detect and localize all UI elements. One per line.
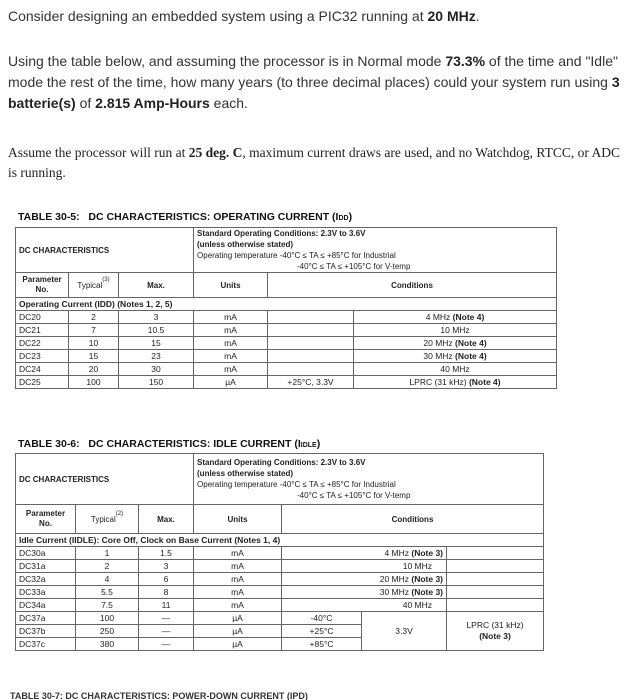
table2-standard-conditions: Standard Operating Conditions: 2.3V to 3.6V (unless otherwise stated) Operating temperature -40°C ≤ TA ≤ +85°C for Industrial -40°C ≤ TA ≤ +105°C for V-temp xyxy=(194,454,544,505)
cell-max: — xyxy=(139,612,194,625)
cell-param: DC25 xyxy=(16,376,69,389)
cell-empty xyxy=(447,547,544,560)
cell-typical: 250 xyxy=(76,625,139,638)
cell-typical: 7.5 xyxy=(76,599,139,612)
cell-max: 3 xyxy=(119,311,194,324)
cell-conditions: 10 MHz xyxy=(282,560,447,573)
cell-units: mA xyxy=(194,547,282,560)
table-row xyxy=(16,324,557,337)
cell-units: mA xyxy=(194,324,268,337)
cell-temp xyxy=(268,350,354,363)
cell-typical: 100 xyxy=(76,612,139,625)
table1-section-label: Operating Current (IDD) (Notes 1, 2, 5) xyxy=(16,298,557,311)
cell-units: mA xyxy=(194,337,268,350)
cell-typical: 5.5 xyxy=(76,586,139,599)
cell-temp xyxy=(268,337,354,350)
cell-typical: 7 xyxy=(69,324,119,337)
cell-temp xyxy=(268,324,354,337)
cell-typical: 1 xyxy=(76,547,139,560)
cell-max: 15 xyxy=(119,337,194,350)
cell-typical: 10 xyxy=(69,337,119,350)
cell-param: DC20 xyxy=(16,311,69,324)
table-row xyxy=(16,350,557,363)
table-row xyxy=(16,612,544,625)
col-header-typical: Typical$^{(2)}$ xyxy=(76,505,139,534)
cell-max: — xyxy=(139,638,194,651)
cell-max: 8 xyxy=(139,586,194,599)
cell-units: mA xyxy=(194,586,282,599)
cell-typical: 380 xyxy=(76,638,139,651)
table2-dc-label: DC CHARACTERISTICS xyxy=(16,454,194,505)
cell-max: 3 xyxy=(139,560,194,573)
cell-conditions: 30 MHz (Note 4) xyxy=(354,350,557,363)
table1-column-headers xyxy=(16,273,557,298)
table2-section-label: Idle Current (IIDLE): Core Off, Clock on Base Current (Notes 1, 4) xyxy=(16,534,544,547)
table2-section-row xyxy=(16,534,544,547)
table-row xyxy=(16,599,544,612)
question-assumptions: Assume the processor will run at 25 deg. C, maximum current draws are used, and no Watchdog, RTCC, or ADC is running. xyxy=(8,145,621,180)
cell-units: µA xyxy=(194,625,282,638)
cell-max: 1.5 xyxy=(139,547,194,560)
cell-typical: 2 xyxy=(76,560,139,573)
table2-column-headers xyxy=(16,505,544,534)
table2-header-block xyxy=(16,454,544,505)
cell-units: mA xyxy=(194,363,268,376)
cell-temp: -40°C xyxy=(282,612,362,625)
cell-units: µA xyxy=(194,638,282,651)
cell-units: mA xyxy=(194,599,282,612)
cell-param: DC37a xyxy=(16,612,76,625)
cell-max: — xyxy=(139,625,194,638)
cell-conditions: 4 MHz (Note 4) xyxy=(354,311,557,324)
col-header-typical: Typical$^{(3)}$ xyxy=(69,273,119,298)
col-header-conditions: Conditions xyxy=(282,505,544,534)
cell-units: mA xyxy=(194,311,268,324)
cell-empty xyxy=(447,599,544,612)
table1-dc-label: DC CHARACTERISTICS xyxy=(16,228,194,273)
cell-param: DC37b xyxy=(16,625,76,638)
cell-param: DC24 xyxy=(16,363,69,376)
table-row xyxy=(16,376,557,389)
cell-temp xyxy=(268,311,354,324)
cell-typical: 15 xyxy=(69,350,119,363)
cell-param: DC22 xyxy=(16,337,69,350)
table1-section-row xyxy=(16,298,557,311)
cell-typical: 20 xyxy=(69,363,119,376)
cell-param: DC21 xyxy=(16,324,69,337)
cell-units: mA xyxy=(194,350,268,363)
cell-typical: 4 xyxy=(76,573,139,586)
cell-temp: +25°C xyxy=(282,625,362,638)
table2-caption: TABLE 30-6: DC CHARACTERISTICS: IDLE CURRENT (IIDLE) xyxy=(18,438,321,450)
cell-typical: 100 xyxy=(69,376,119,389)
cell-lprc-conditions: LPRC (31 kHz) (Note 3) xyxy=(447,612,544,651)
cell-conditions: 10 MHz xyxy=(354,324,557,337)
cell-empty xyxy=(447,573,544,586)
cell-param: DC34a xyxy=(16,599,76,612)
cell-param: DC30a xyxy=(16,547,76,560)
table-row xyxy=(16,586,544,599)
col-header-param: Parameter No. xyxy=(16,273,69,298)
table-row xyxy=(16,337,557,350)
cell-temp: +25°C, 3.3V xyxy=(268,376,354,389)
cell-conditions: 4 MHz (Note 3) xyxy=(282,547,447,560)
cell-param: DC32a xyxy=(16,573,76,586)
cell-voltage: 3.3V xyxy=(362,612,447,651)
col-header-units: Units xyxy=(194,273,268,298)
next-table-caption-cutoff: TABLE 30-7: DC CHARACTERISTICS: POWER-DOWN CURRENT (IPD) xyxy=(10,691,308,700)
cell-units: mA xyxy=(194,560,282,573)
cell-max: 23 xyxy=(119,350,194,363)
cell-units: µA xyxy=(194,376,268,389)
cell-param: DC31a xyxy=(16,560,76,573)
table-row xyxy=(16,573,544,586)
operating-current-table xyxy=(15,227,557,389)
cell-max: 6 xyxy=(139,573,194,586)
cell-param: DC23 xyxy=(16,350,69,363)
col-header-max: Max. xyxy=(119,273,194,298)
cell-temp: +85°C xyxy=(282,638,362,651)
question-intro: Consider designing an embedded system using a PIC32 running at 20 MHz. xyxy=(8,8,480,24)
cell-max: 150 xyxy=(119,376,194,389)
cell-conditions: 40 MHz xyxy=(282,599,447,612)
cell-param: DC33a xyxy=(16,586,76,599)
cell-typical: 2 xyxy=(69,311,119,324)
cell-conditions: 20 MHz (Note 3) xyxy=(282,573,447,586)
cell-temp xyxy=(268,363,354,376)
cell-max: 11 xyxy=(139,599,194,612)
col-header-units: Units xyxy=(194,505,282,534)
col-header-max: Max. xyxy=(139,505,194,534)
cell-conditions: 30 MHz (Note 3) xyxy=(282,586,447,599)
table-row xyxy=(16,560,544,573)
cell-conditions: LPRC (31 kHz) (Note 4) xyxy=(354,376,557,389)
table1-standard-conditions: Standard Operating Conditions: 2.3V to 3.6V (unless otherwise stated) Operating temperature -40°C ≤ TA ≤ +85°C for Industrial -40°C ≤ TA ≤ +105°C for V-temp xyxy=(194,228,557,273)
cell-conditions: 20 MHz (Note 4) xyxy=(354,337,557,350)
cell-conditions: 40 MHz xyxy=(354,363,557,376)
cell-units: µA xyxy=(194,612,282,625)
cell-param: DC37c xyxy=(16,638,76,651)
col-header-param: Parameter No. xyxy=(16,505,76,534)
question-body: Using the table below, and assuming the processor is in Normal mode 73.3% of the time and "Idle" mode the rest of the time, how many years (to three decimal places) could your system run using 3 batterie(s) of 2.815 Amp-Hours each. xyxy=(8,53,620,111)
cell-max: 10.5 xyxy=(119,324,194,337)
cell-empty xyxy=(447,560,544,573)
table-row xyxy=(16,311,557,324)
table-row xyxy=(16,547,544,560)
col-header-conditions: Conditions xyxy=(268,273,557,298)
table-row xyxy=(16,363,557,376)
cell-max: 30 xyxy=(119,363,194,376)
table1-caption: TABLE 30-5: DC CHARACTERISTICS: OPERATING CURRENT (IDD) xyxy=(18,211,353,223)
cell-units: mA xyxy=(194,573,282,586)
idle-current-table xyxy=(15,453,544,651)
table1-header-block xyxy=(16,228,557,273)
cell-empty xyxy=(447,586,544,599)
